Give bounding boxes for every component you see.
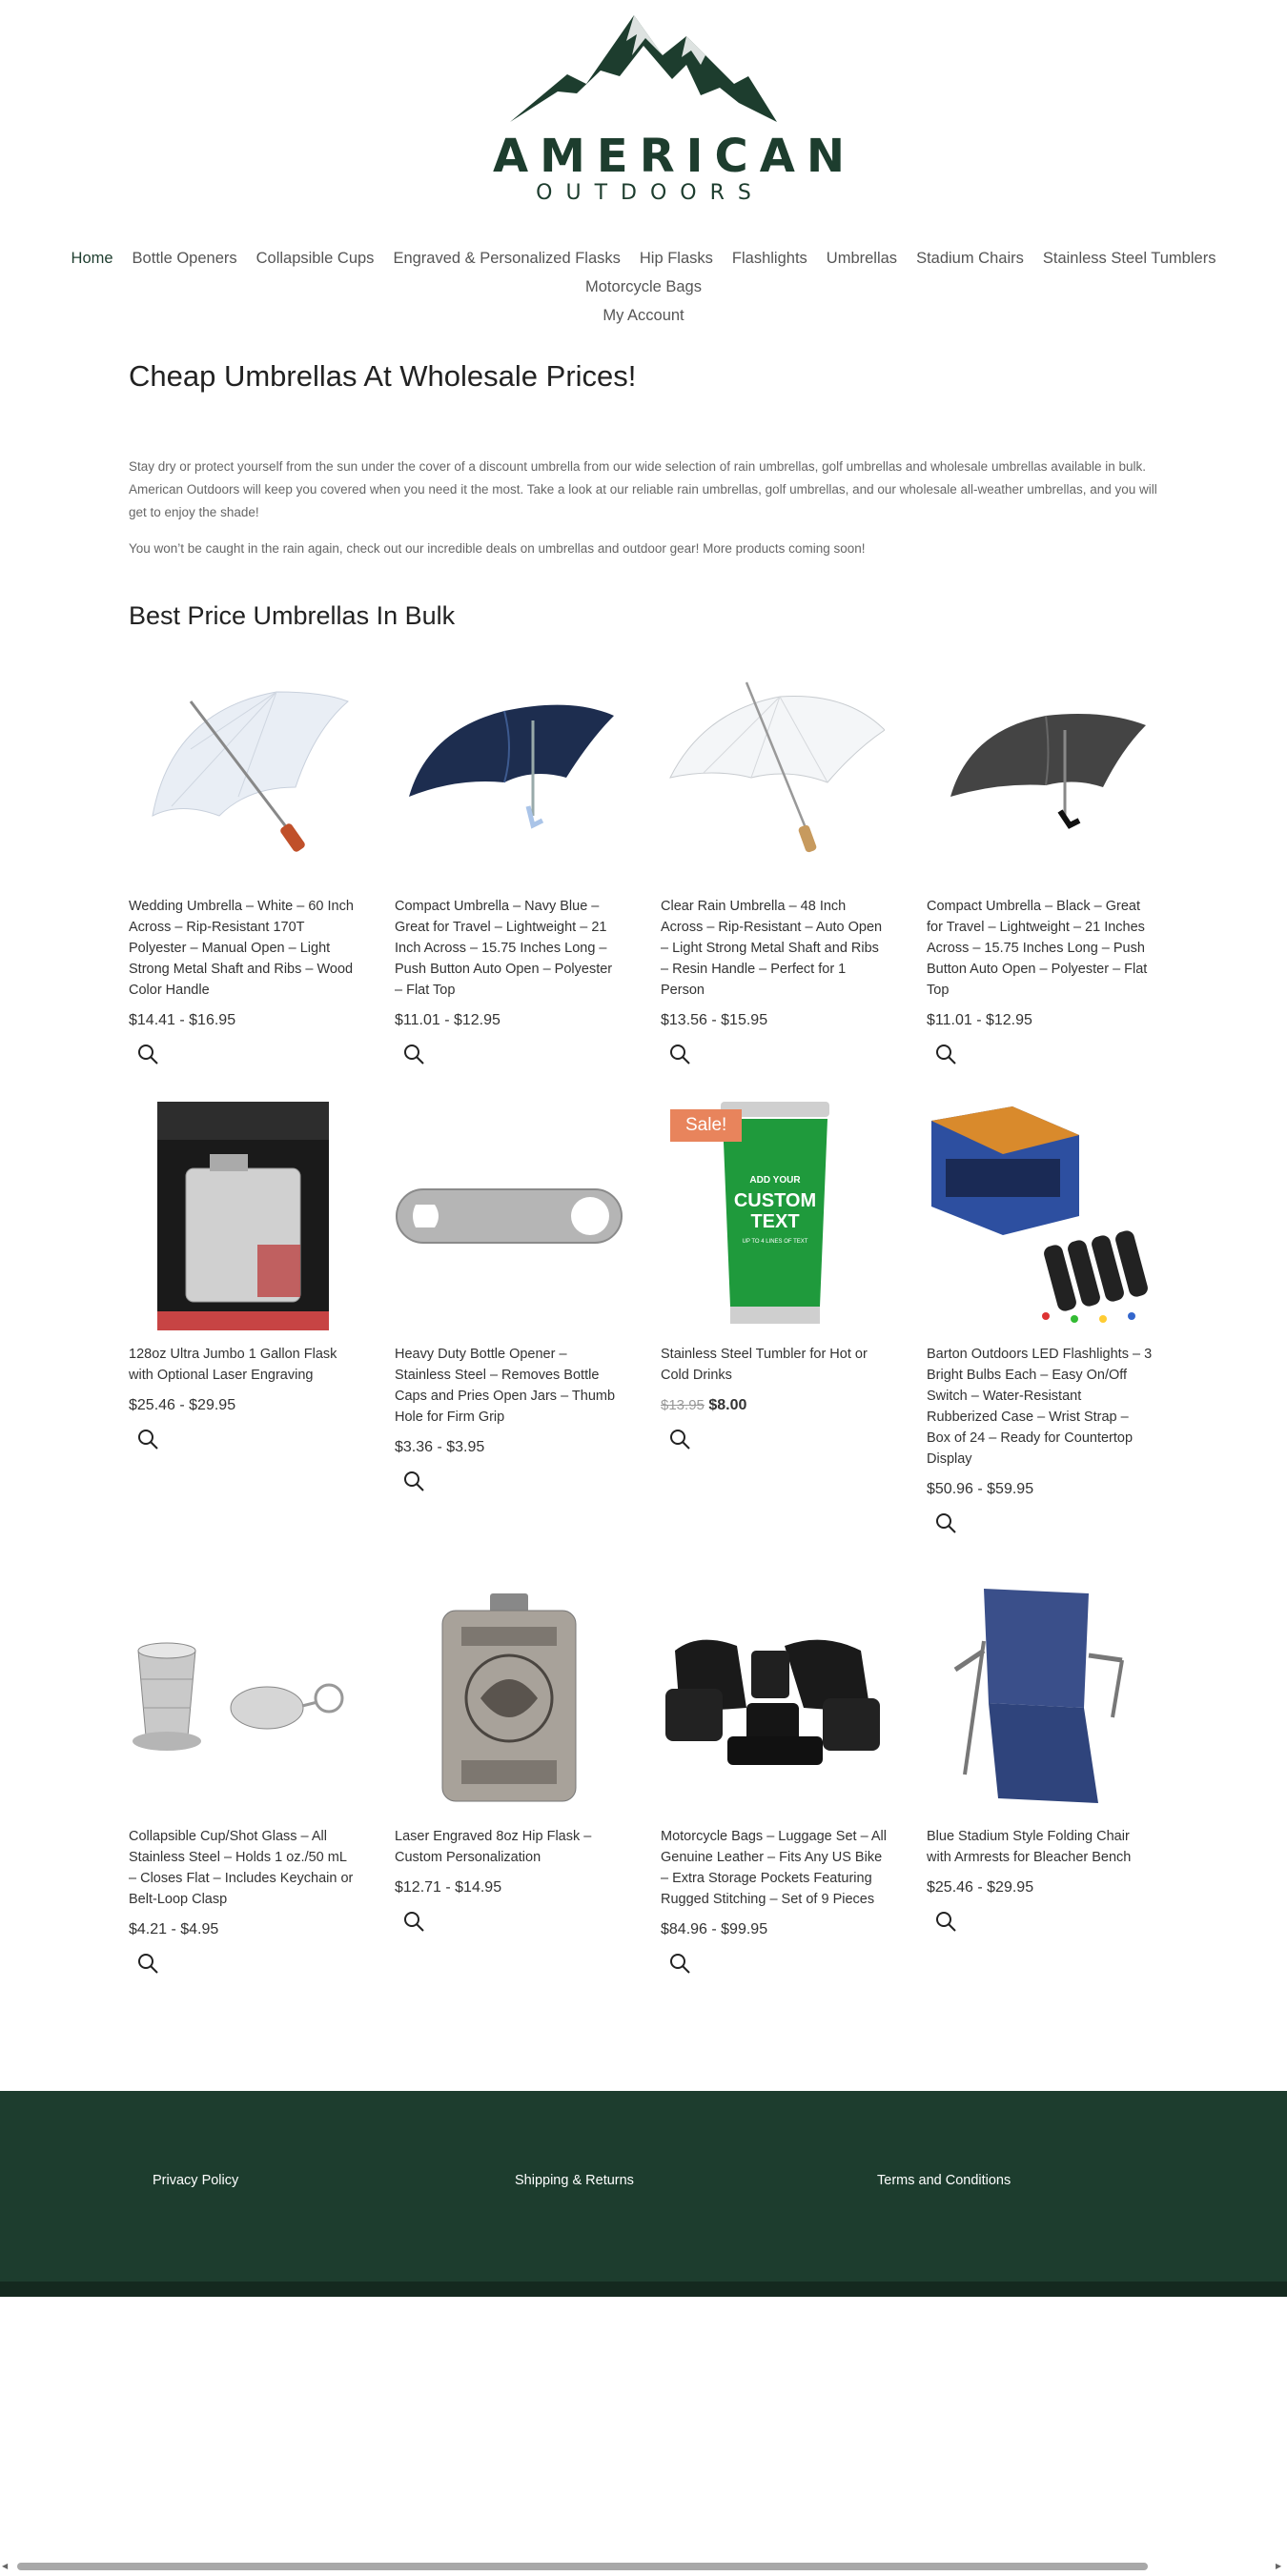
product-name[interactable]: Wedding Umbrella – White – 60 Inch Across – Rip-Resistant 170T Polyester – Manual Open – Light Strong Metal Shaft and Ribs – Wood Color Handle	[129, 899, 354, 998]
navy-umbrella-icon	[399, 673, 619, 863]
product-name[interactable]: Blue Stadium Style Folding Chair with Armrests for Bleacher Bench	[927, 1829, 1132, 1865]
product-card[interactable]	[661, 650, 889, 1065]
product-price: $3.36 - $3.95	[395, 1439, 485, 1455]
nav-tumblers[interactable]: Stainless Steel Tumblers	[1042, 250, 1216, 267]
stadium-chair-icon	[946, 1584, 1136, 1813]
product-image[interactable]	[129, 650, 358, 886]
product-image[interactable]	[927, 1098, 1155, 1334]
product-card[interactable]	[927, 1098, 1155, 1534]
tumbler-text-line-2: CUSTOM	[733, 1190, 817, 1211]
nav-home[interactable]: Home	[71, 250, 113, 267]
white-umbrella-icon	[133, 673, 353, 863]
scroll-left-arrow-icon[interactable]: ◀	[2, 2562, 9, 2570]
zoom-icon[interactable]	[402, 1043, 425, 1065]
product-image[interactable]	[395, 1580, 623, 1816]
tumbler-text-line-1: ADD YOUR	[749, 1175, 801, 1186]
zoom-icon[interactable]	[136, 1043, 159, 1065]
product-price: $25.46 - $29.95	[129, 1397, 236, 1413]
product-image[interactable]	[661, 1580, 889, 1816]
footer-link-shipping[interactable]: Shipping & Returns	[515, 2173, 634, 2188]
main-nav	[0, 244, 1287, 330]
product-card[interactable]	[129, 1580, 358, 1975]
page-title: Cheap Umbrellas At Wholesale Prices!	[129, 359, 637, 393]
nav-collapsible-cups[interactable]: Collapsible Cups	[255, 250, 375, 267]
product-name[interactable]: Heavy Duty Bottle Opener – Stainless Steel – Removes Bottle Caps and Pries Open Jars – Thumb Hole for Firm Grip	[395, 1347, 616, 1425]
nav-flashlights[interactable]: Flashlights	[731, 250, 807, 267]
zoom-icon[interactable]	[934, 1511, 957, 1534]
product-price: $84.96 - $99.95	[661, 1921, 768, 1937]
zoom-icon[interactable]	[402, 1470, 425, 1492]
zoom-icon[interactable]	[668, 1043, 691, 1065]
product-price: $12.71 - $14.95	[395, 1879, 502, 1896]
product-price: $14.41 - $16.95	[129, 1012, 236, 1028]
product-name[interactable]: Laser Engraved 8oz Hip Flask – Custom Personalization	[395, 1829, 592, 1865]
product-price: $11.01 - $12.95	[927, 1012, 1032, 1028]
product-name[interactable]: Stainless Steel Tumbler for Hot or Cold Drinks	[661, 1347, 868, 1383]
zoom-icon[interactable]	[402, 1910, 425, 1933]
product-image[interactable]	[927, 650, 1155, 886]
footer-link-privacy[interactable]: Privacy Policy	[153, 2173, 239, 2188]
gallon-flask-box-icon	[157, 1102, 329, 1330]
nav-stadium-chairs[interactable]: Stadium Chairs	[916, 250, 1024, 267]
zoom-icon[interactable]	[934, 1043, 957, 1065]
mountains-logo-icon	[510, 8, 777, 122]
footer-link-terms[interactable]: Terms and Conditions	[877, 2173, 1011, 2188]
scroll-right-arrow-icon[interactable]: ▶	[1276, 2562, 1282, 2570]
product-name[interactable]: Clear Rain Umbrella – 48 Inch Across – Rip-Resistant – Auto Open – Light Strong Metal Shaft and Ribs – Resin Handle – Perfect for 1 Person	[661, 899, 883, 998]
product-card[interactable]	[927, 1580, 1155, 1933]
product-price: $25.46 - $29.95	[927, 1879, 1034, 1896]
original-price: $13.95	[661, 1397, 705, 1413]
intro-paragraph-2: You won’t be caught in the rain again, check out our incredible deals on umbrellas and outdoor gear! More products coming soon!	[129, 541, 866, 556]
product-image[interactable]	[661, 650, 889, 886]
horizontal-scrollbar-thumb[interactable]	[17, 2563, 1148, 2570]
sale-badge: Sale!	[670, 1109, 742, 1142]
zoom-icon[interactable]	[668, 1428, 691, 1450]
zoom-icon[interactable]	[668, 1952, 691, 1975]
product-card[interactable]	[395, 1098, 623, 1492]
product-price: $4.21 - $4.95	[129, 1921, 219, 1937]
footer-bottom-bar	[0, 2282, 1287, 2297]
flashlight-box-icon	[927, 1102, 1155, 1330]
page-content	[129, 353, 1158, 635]
intro-text	[129, 456, 1158, 560]
product-name[interactable]: Compact Umbrella – Navy Blue – Great for Travel – Lightweight – 21 Inch Across – 15.75 Inches Long – Push Button Auto Open – Polyester – Flat Top	[395, 899, 613, 998]
product-name[interactable]: Motorcycle Bags – Luggage Set – All Genuine Leather – Fits Any US Bike – Extra Storage Pockets Featuring Rugged Stitching – Set of 9 Pieces	[661, 1829, 887, 1907]
nav-bottle-openers[interactable]: Bottle Openers	[132, 250, 237, 267]
collapsible-cup-icon	[129, 1641, 358, 1755]
site-footer	[0, 2091, 1287, 2297]
tumbler-text-line-4: UP TO 4 LINES OF TEXT	[742, 1239, 808, 1245]
product-image[interactable]	[927, 1580, 1155, 1816]
product-card[interactable]	[395, 650, 623, 1065]
product-image[interactable]	[129, 1098, 358, 1334]
nav-hip-flasks[interactable]: Hip Flasks	[639, 250, 713, 267]
product-price: $13.56 - $15.95	[661, 1012, 768, 1028]
product-image[interactable]	[395, 650, 623, 886]
product-image[interactable]	[661, 1098, 889, 1334]
zoom-icon[interactable]	[136, 1428, 159, 1450]
product-card[interactable]	[927, 650, 1155, 1065]
bottle-opener-icon	[395, 1178, 623, 1254]
zoom-icon[interactable]	[136, 1952, 159, 1975]
product-price	[661, 1395, 889, 1416]
brand-name: AMERICAN	[493, 130, 857, 183]
product-image[interactable]	[129, 1580, 358, 1816]
motorcycle-bags-icon	[661, 1622, 889, 1775]
product-price: $11.01 - $12.95	[395, 1012, 500, 1028]
product-name[interactable]: Barton Outdoors LED Flashlights – 3 Bright Bulbs Each – Easy On/Off Switch – Water-Resistant Rubberized Case – Wrist Strap – Box of 24 – Ready for Countertop Display	[927, 1347, 1153, 1467]
product-card[interactable]	[661, 1580, 889, 1975]
intro-paragraph-1: Stay dry or protect yourself from the sun under the cover of a discount umbrella from our wide selection of rain umbrellas, golf umbrellas and wholesale umbrellas available in bulk. American Outdoors will keep you covered when you need it the most. Take a look at our reliable rain umbrellas, golf umbrellas, and our wholesale all-weather umbrellas, and you will get to enjoy the shade!	[129, 459, 1157, 519]
product-name[interactable]: 128oz Ultra Jumbo 1 Gallon Flask with Optional Laser Engraving	[129, 1347, 337, 1383]
clear-umbrella-icon	[665, 673, 885, 863]
product-name[interactable]: Collapsible Cup/Shot Glass – All Stainless Steel – Holds 1 oz./50 mL – Closes Flat – Includes Keychain or Belt-Loop Clasp	[129, 1829, 354, 1907]
product-price: $50.96 - $59.95	[927, 1481, 1034, 1497]
black-umbrella-icon	[931, 673, 1151, 863]
nav-umbrellas[interactable]: Umbrellas	[826, 250, 898, 267]
nav-engraved-flasks[interactable]: Engraved & Personalized Flasks	[393, 250, 621, 267]
sale-price: $8.00	[708, 1397, 747, 1413]
nav-motorcycle-bags[interactable]: Motorcycle Bags	[585, 278, 702, 295]
nav-my-account[interactable]: My Account	[603, 307, 684, 324]
tumbler-text-line-3: TEXT	[750, 1211, 800, 1232]
product-image[interactable]	[395, 1098, 623, 1334]
engraved-flask-icon	[423, 1593, 595, 1803]
product-card[interactable]	[129, 650, 358, 1065]
brand-subtitle: OUTDOORS	[536, 181, 765, 205]
zoom-icon[interactable]	[934, 1910, 957, 1933]
product-card[interactable]	[661, 1098, 889, 1450]
section-title: Best Price Umbrellas In Bulk	[129, 601, 456, 630]
site-logo[interactable]	[481, 8, 857, 208]
product-card[interactable]	[129, 1098, 358, 1450]
product-name[interactable]: Compact Umbrella – Black – Great for Travel – Lightweight – 21 Inches Across – 15.75 Inches Long – Push Button Auto Open – Polyester – Flat Top	[927, 899, 1148, 998]
product-card[interactable]	[395, 1580, 623, 1933]
